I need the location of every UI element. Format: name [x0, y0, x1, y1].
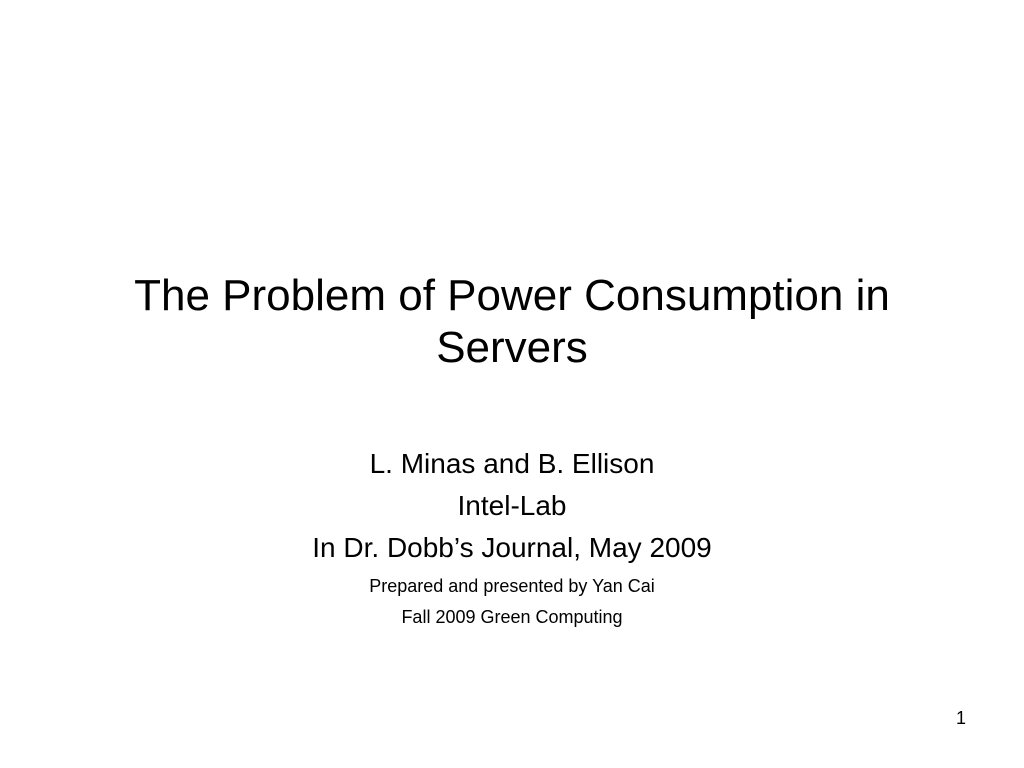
presenter-text: Prepared and presented by Yan Cai [369, 576, 655, 596]
authors-text: L. Minas and B. Ellison [369, 448, 655, 479]
course-text: Fall 2009 Green Computing [401, 607, 623, 627]
affiliation-text: Intel-Lab [457, 490, 567, 521]
slide-page-number: 1 [955, 708, 966, 728]
slide-title-line-1: The Problem of Power Consumption in [134, 271, 890, 320]
slide-subtitle [0, 443, 1024, 633]
slide-title [0, 270, 1024, 374]
slide-title-line-2: Servers [436, 323, 588, 372]
publication-text: In Dr. Dobb’s Journal, May 2009 [312, 532, 712, 563]
